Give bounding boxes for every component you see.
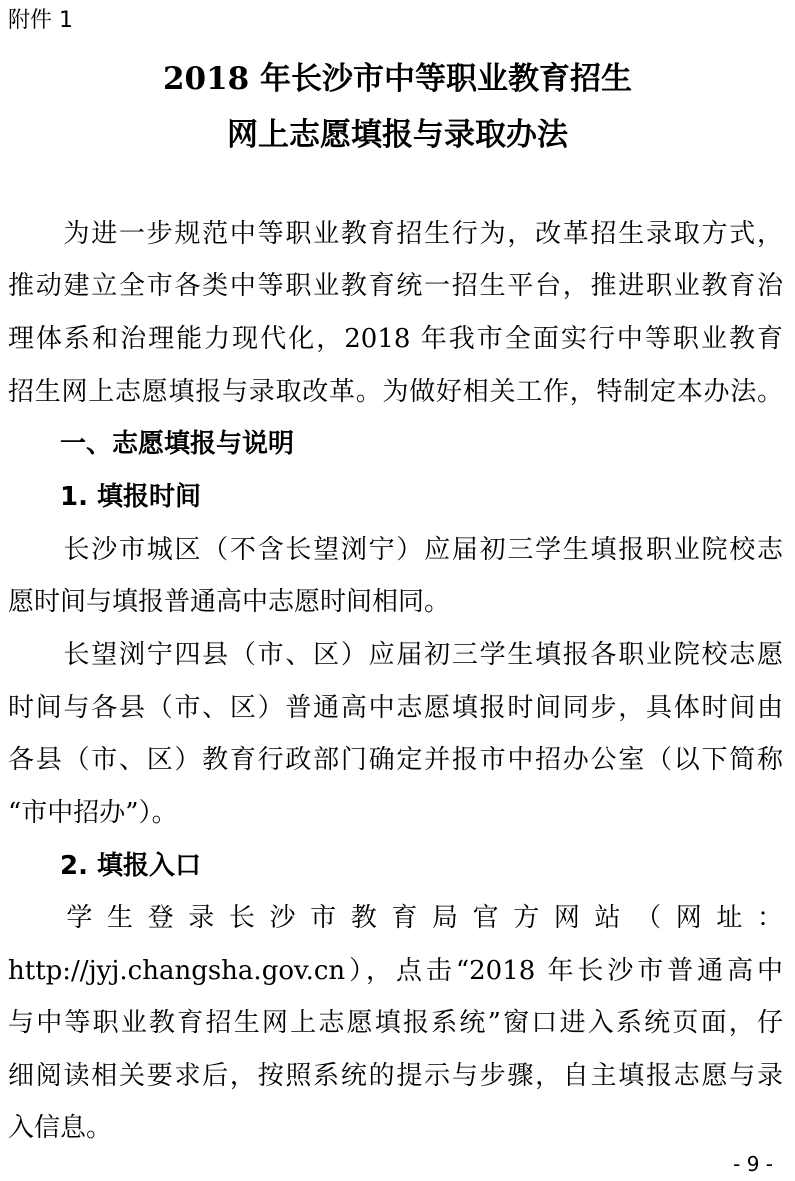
document-title-line-1: 2018 年长沙市中等职业教育招生 (162, 61, 633, 97)
attachment-label: 附件 1 (8, 8, 73, 33)
paragraph-line-3: 理体系和治理能力现代化，2018 年我市全面实行中等职业教育 (8, 324, 783, 354)
subsection-heading-2: 2. 填报入口 (8, 851, 202, 881)
paragraph-line-2: 推动建立全市各类中等职业教育统一招生平台，推进职业教育治 (8, 271, 783, 301)
paragraph-line-8: 时间与各县（市、区）普通高中志愿填报时间同步，具体时间由 (8, 693, 783, 723)
paragraph-line-11: 学 生 登 录 长 沙 市 教 育 局 官 方 网 站 （ 网 址 ： (8, 903, 783, 933)
paragraph-line-12: http://jyj.changsha.gov.cn），点击“2018 年长沙市普通高中 (8, 956, 783, 986)
paragraph-line-10: “市中招办”）。 (8, 798, 178, 828)
section-heading-1: 一、志愿填报与说明 (8, 429, 295, 459)
page-number: - 9 - (733, 1152, 773, 1176)
paragraph-line-4: 招生网上志愿填报与录取改革。为做好相关工作，特制定本办法。 (8, 377, 783, 407)
paragraph-line-15: 入信息。 (8, 1113, 113, 1143)
paragraph-line-5: 长沙市城区（不含长望浏宁）应届初三学生填报职业院校志 (8, 535, 783, 565)
document-title-line-2: 网上志愿填报与录取办法 (227, 117, 568, 153)
paragraph-line-6: 愿时间与填报普通高中志愿时间相同。 (8, 587, 451, 617)
paragraph-line-14: 细阅读相关要求后，按照系统的提示与步骤，自主填报志愿与录 (8, 1061, 783, 1091)
paragraph-line-1: 为进一步规范中等职业教育招生行为，改革招生录取方式， (8, 219, 783, 249)
paragraph-line-13: 与中等职业教育招生网上志愿填报系统”窗口进入系统页面，仔 (8, 1008, 783, 1038)
paragraph-line-7: 长望浏宁四县（市、区）应届初三学生填报各职业院校志愿 (8, 640, 783, 670)
paragraph-line-9: 各县（市、区）教育行政部门确定并报市中招办公室（以下简称 (8, 745, 783, 775)
subsection-heading-1: 1. 填报时间 (8, 482, 202, 512)
